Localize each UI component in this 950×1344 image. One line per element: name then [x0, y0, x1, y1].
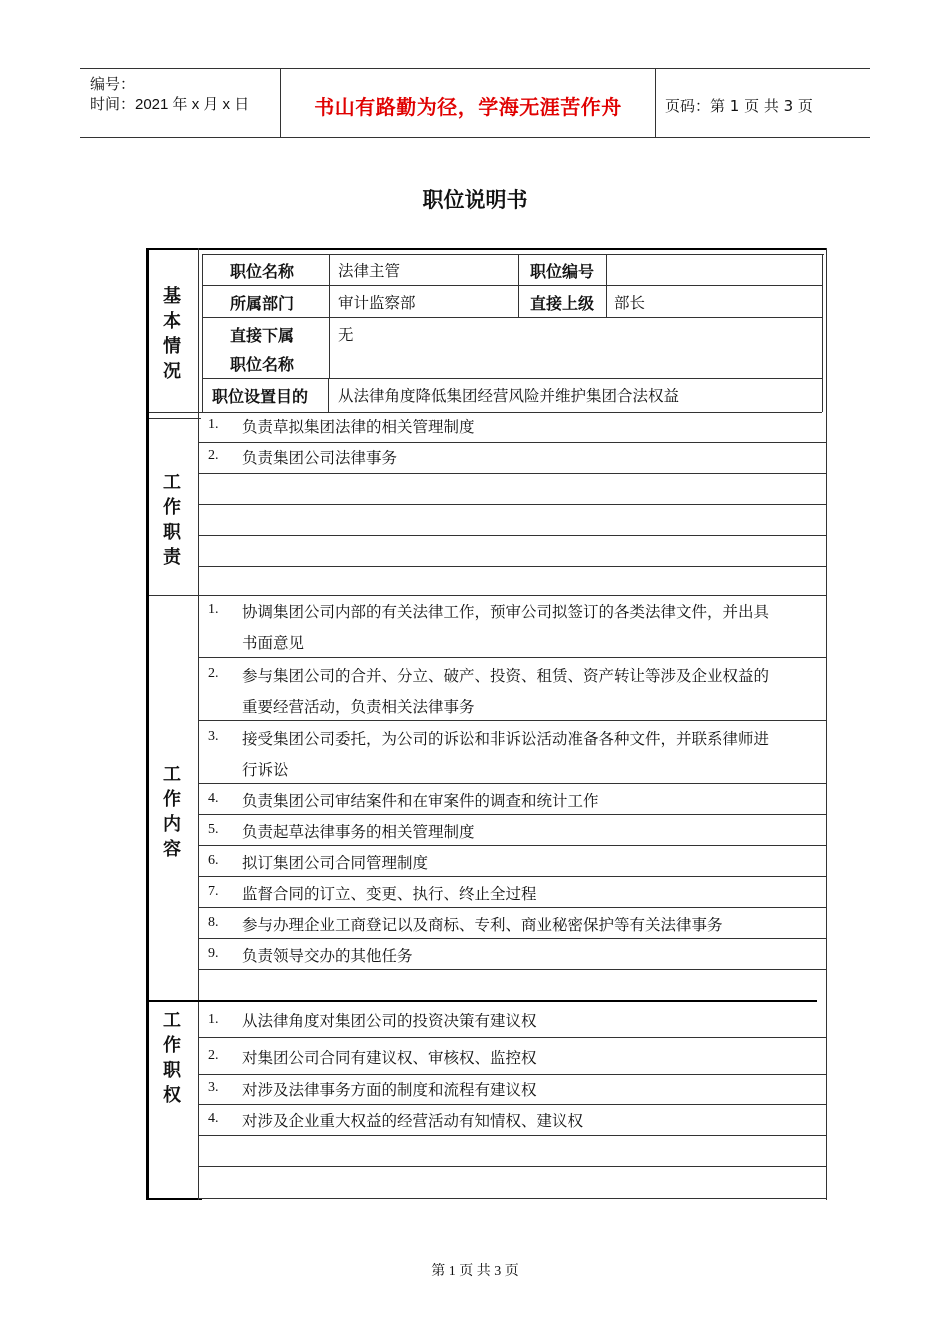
row-line — [202, 317, 822, 318]
section-content — [157, 762, 187, 862]
duty-text-2: 负责集团公司法律事务 — [242, 450, 398, 467]
section-line — [149, 1000, 817, 1002]
row-line — [198, 657, 827, 658]
position-no-label: 职位编号 — [530, 262, 595, 281]
table-bottom-left — [146, 1198, 202, 1200]
purpose-label: 职位设置目的 — [212, 387, 309, 406]
duty-text-1: 负责草拟集团法律的相关管理制度 — [242, 419, 475, 436]
content-num-7: 7. — [208, 884, 219, 899]
section-line — [149, 412, 822, 413]
row-line — [198, 938, 827, 939]
content-num-3: 3. — [208, 729, 219, 744]
content-num-2: 2. — [208, 666, 219, 681]
table-top-border — [146, 248, 827, 250]
basic-inner-right — [822, 254, 823, 412]
authority-num-1: 1. — [208, 1012, 219, 1027]
content-num-9: 9. — [208, 946, 219, 961]
page-header — [80, 68, 870, 138]
row-line — [202, 378, 822, 379]
row-line — [198, 535, 827, 536]
row-line — [198, 814, 827, 815]
subordinate-value: 无 — [338, 327, 354, 344]
row-line — [198, 845, 827, 846]
content-line-3a: 接受集团公司委托，为公司的诉讼和非诉讼活动准备各种文件，并联系律师进 — [242, 731, 770, 748]
superior-label: 直接上级 — [530, 294, 595, 313]
section-basic-text: 基 本 情 况 — [163, 286, 181, 382]
content-line-5: 负责起草法律事务的相关管理制度 — [242, 824, 475, 841]
section-content-text: 工 作 内 容 — [163, 764, 181, 860]
table-bottom-border — [198, 1198, 827, 1199]
col-line — [329, 254, 330, 378]
superior-value: 部长 — [614, 295, 646, 312]
row-line — [198, 876, 827, 877]
content-line-2b: 重要经营活动，负责相关法律事务 — [242, 699, 475, 716]
authority-num-2: 2. — [208, 1048, 219, 1063]
table-left-border — [146, 248, 149, 1200]
table-right-border — [826, 248, 827, 1200]
row-line — [198, 1135, 827, 1136]
content-num-8: 8. — [208, 915, 219, 930]
section-authority-text: 工 作 职 权 — [163, 1010, 181, 1106]
page-info: 页码：第 1 页 共 3 页 — [665, 97, 813, 115]
section-authority — [157, 1008, 187, 1108]
content-line-8: 参与办理企业工商登记以及商标、专利、商业秘密保护等有关法律事务 — [242, 917, 723, 934]
row-line — [198, 720, 827, 721]
col-line — [328, 378, 329, 412]
authority-text-3: 对涉及法律事务方面的制度和流程有建议权 — [242, 1082, 537, 1099]
motto: 书山有路勤为径，学海无涯苦作舟 — [314, 95, 622, 119]
content-num-5: 5. — [208, 822, 219, 837]
section-line — [149, 418, 201, 419]
authority-num-4: 4. — [208, 1111, 219, 1126]
purpose-value: 从法律角度降低集团经营风险并维护集团合法权益 — [338, 388, 680, 405]
content-line-1b: 书面意见 — [242, 635, 305, 652]
section-line — [149, 595, 827, 596]
authority-text-2: 对集团公司合同有建议权、审核权、监控权 — [242, 1050, 537, 1067]
row-line — [198, 473, 827, 474]
document-title: 职位说明书 — [422, 188, 528, 212]
number-label: 编号： — [90, 76, 136, 93]
time-label: 时间：2021 年 x 月 x 日 — [90, 96, 250, 113]
dept-label: 所属部门 — [230, 294, 295, 313]
authority-num-3: 3. — [208, 1080, 219, 1095]
subordinate-label-2: 职位名称 — [230, 355, 295, 374]
row-line — [198, 1104, 827, 1105]
content-line-1a: 协调集团公司内部的有关法律工作，预审公司拟签订的各类法律文件，并出具 — [242, 604, 770, 621]
section-divider — [198, 248, 199, 1200]
row-line — [202, 285, 822, 286]
header-motto-cell — [280, 69, 656, 137]
col-line — [518, 254, 519, 317]
authority-text-1: 从法律角度对集团公司的投资决策有建议权 — [242, 1013, 537, 1030]
job-description-table — [146, 248, 827, 1200]
content-num-1: 1. — [208, 602, 219, 617]
header-meta — [80, 69, 280, 137]
subordinate-label-1: 直接下属 — [230, 326, 295, 345]
content-line-4: 负责集团公司审结案件和在审案件的调查和统计工作 — [242, 793, 599, 810]
col-line — [606, 254, 607, 317]
duty-num-2: 2. — [208, 448, 219, 463]
basic-inner-left — [202, 254, 203, 412]
row-line — [198, 969, 827, 970]
duty-num-1: 1. — [208, 417, 219, 432]
content-num-4: 4. — [208, 791, 219, 806]
section-duties-text: 工 作 职 责 — [163, 472, 181, 568]
content-num-6: 6. — [208, 853, 219, 868]
row-line — [198, 783, 827, 784]
content-line-6: 拟订集团公司合同管理制度 — [242, 855, 429, 872]
content-line-9: 负责领导交办的其他任务 — [242, 948, 413, 965]
basic-inner-top — [202, 254, 824, 255]
section-duties — [157, 470, 187, 570]
position-name-label: 职位名称 — [230, 262, 295, 281]
row-line — [198, 1074, 827, 1075]
page-footer: 第 1 页 共 3 页 — [431, 1264, 519, 1279]
section-basic — [157, 284, 187, 384]
row-line — [198, 442, 827, 443]
content-line-2a: 参与集团公司的合并、分立、破产、投资、租赁、资产转让等涉及企业权益的 — [242, 668, 770, 685]
content-line-3b: 行诉讼 — [242, 762, 289, 779]
position-name-value: 法律主管 — [338, 263, 401, 280]
authority-text-4: 对涉及企业重大权益的经营活动有知情权、建议权 — [242, 1113, 584, 1130]
content-line-7: 监督合同的订立、变更、执行、终止全过程 — [242, 886, 537, 903]
row-line — [198, 566, 827, 567]
dept-value: 审计监察部 — [338, 295, 416, 312]
row-line — [198, 907, 827, 908]
row-line — [198, 1037, 827, 1038]
row-line — [198, 504, 827, 505]
row-line — [198, 1166, 827, 1167]
